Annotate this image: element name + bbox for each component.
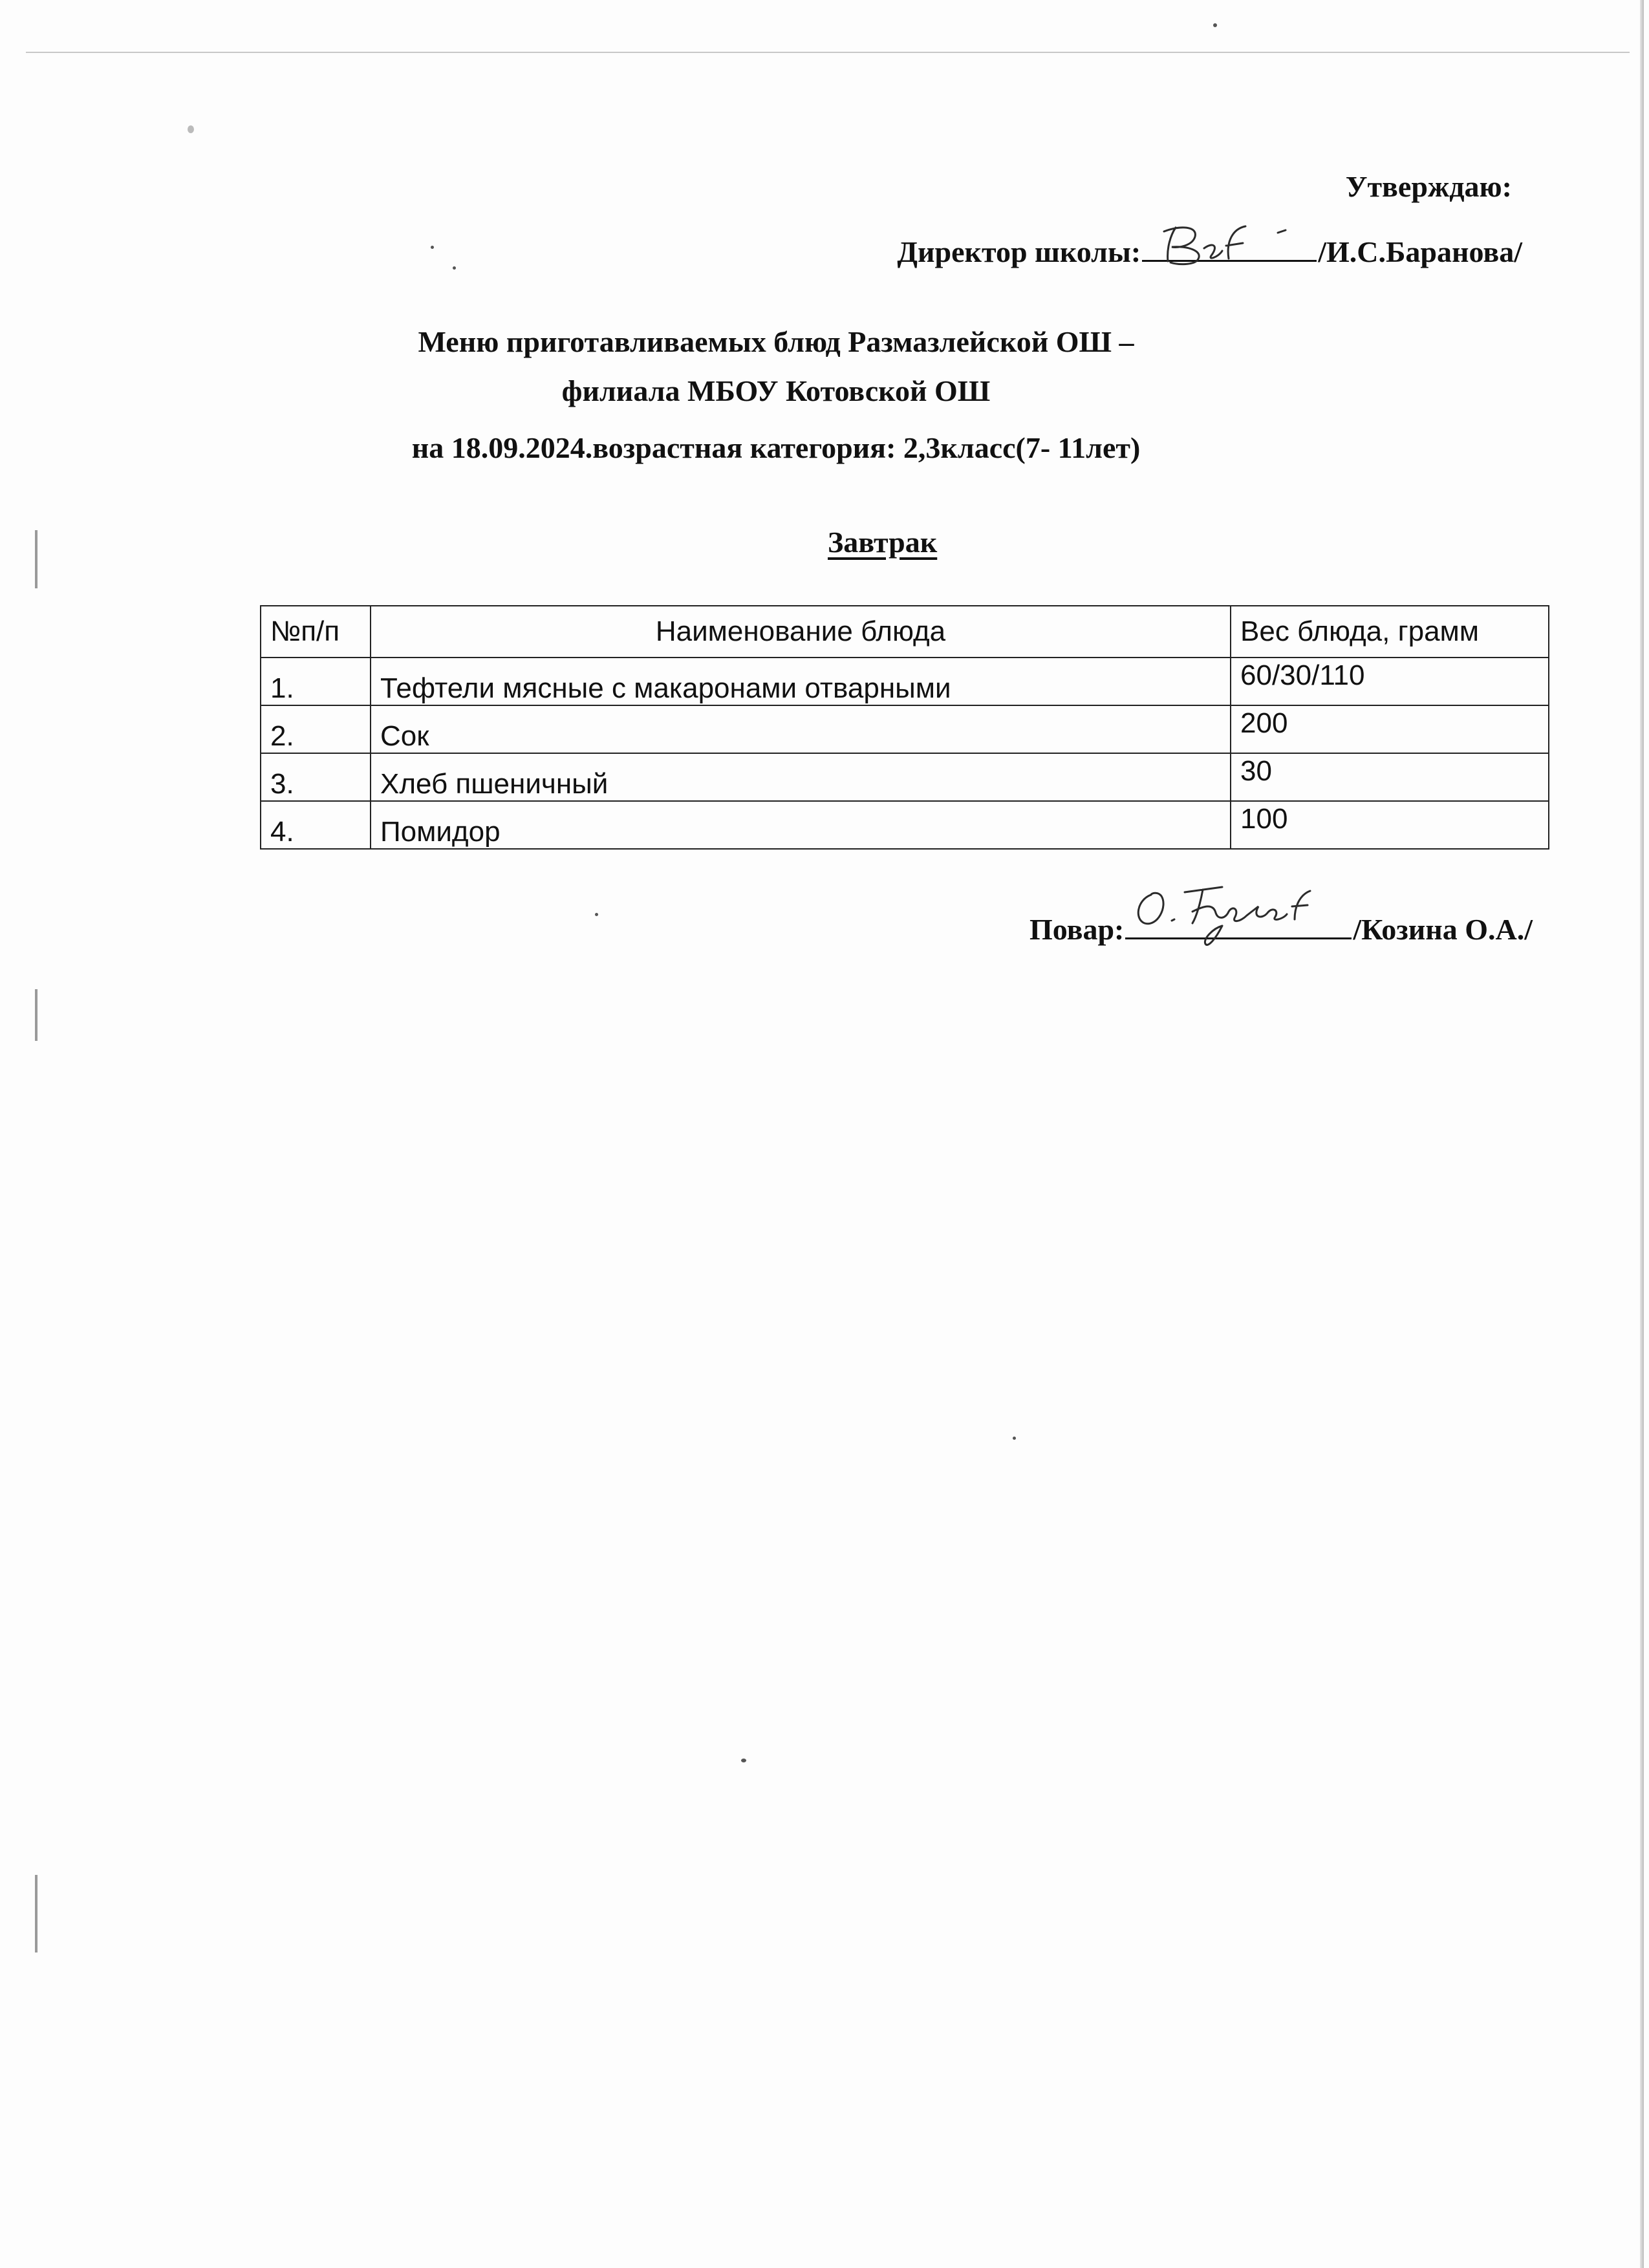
- row-weight: 30: [1231, 753, 1549, 801]
- row-dish-name: Тефтели мясные с макаронами отварными: [371, 658, 1231, 705]
- cook-position-label: Повар:: [1029, 913, 1125, 946]
- director-name: /И.С.Баранова/: [1318, 235, 1522, 268]
- header-dish-name: Наименование блюда: [371, 606, 1231, 658]
- scan-speck: [188, 125, 194, 133]
- header-weight: Вес блюда, грамм: [1231, 606, 1549, 658]
- scan-speck: [1213, 23, 1217, 27]
- scan-speck: [741, 1759, 746, 1762]
- row-weight: 60/30/110: [1231, 658, 1549, 705]
- row-num: 4.: [261, 801, 371, 849]
- menu-title-line-1: Меню приготавливаемых блюд Размазлейской ОШ –: [418, 325, 1134, 358]
- row-num: 1.: [261, 658, 371, 705]
- approval-heading: Утверждаю:: [1345, 170, 1512, 203]
- director-signature-line: [897, 230, 1522, 269]
- row-dish-name: Помидор: [371, 801, 1231, 849]
- table-row: [261, 801, 1549, 849]
- director-position-label: Директор школы:: [897, 235, 1141, 268]
- cook-name: /Козина О.А./: [1353, 913, 1533, 946]
- scan-speck: [595, 913, 598, 916]
- scan-artifact-left-mark: [35, 989, 38, 1041]
- cook-signature: [1125, 908, 1352, 939]
- row-weight: 100: [1231, 801, 1549, 849]
- row-num: 2.: [261, 705, 371, 753]
- scan-speck: [1013, 1437, 1016, 1440]
- scan-artifact-left-mark: [35, 530, 38, 588]
- table-row: [261, 753, 1549, 801]
- scan-artifact-right-edge: [1640, 0, 1644, 2268]
- director-signature: [1142, 230, 1317, 262]
- table-row: [261, 705, 1549, 753]
- table-row: [261, 658, 1549, 705]
- row-dish-name: Сок: [371, 705, 1231, 753]
- row-weight: 200: [1231, 705, 1549, 753]
- menu-title-line-3: на 18.09.2024.возрастная категория: 2,3класс(7- 11лет): [411, 431, 1141, 464]
- scan-artifact-top-line: [26, 52, 1630, 53]
- menu-title-line-2: филиала МБОУ Котовской ОШ: [561, 374, 991, 407]
- meal-heading: Завтрак: [828, 526, 938, 559]
- table-header-row: [261, 606, 1549, 658]
- scan-speck: [431, 246, 434, 249]
- menu-table: [260, 605, 1549, 850]
- scan-artifact-left-mark: [35, 1875, 38, 1952]
- scan-speck: [453, 266, 456, 270]
- row-dish-name: Хлеб пшеничный: [371, 753, 1231, 801]
- cook-signature-line: [1029, 908, 1533, 947]
- header-num: №п/п: [261, 606, 371, 658]
- row-num: 3.: [261, 753, 371, 801]
